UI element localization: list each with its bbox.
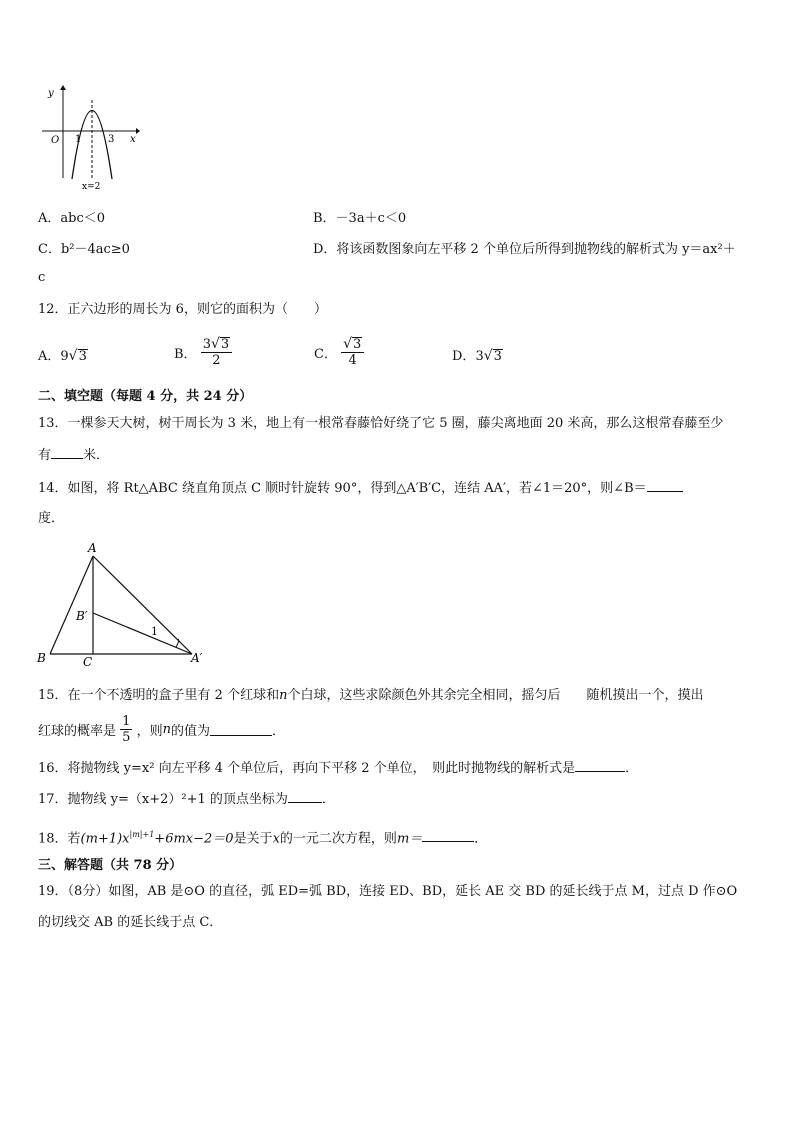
q15-line2: 红球的概率是 $\frac{1}{5}$ ，则n的值为 ． bbox=[38, 714, 285, 745]
q15-fraction bbox=[120, 714, 132, 745]
q19-line1: 19．（8分）如图，AB 是⊙O 的直径，弧 ED=弧 BD，连接 ED、BD，延长 AE 交 BD 的延长线于点 M，过点 D 作⊙O bbox=[38, 884, 738, 899]
q12-option-d bbox=[452, 345, 503, 364]
q12-b-fraction bbox=[201, 337, 232, 368]
q11-option-d: D．将该函数图象向左平移 2 个单位后所得到抛物线的解析式为 y＝ax²＋ bbox=[313, 242, 736, 257]
sqrt-sign: √ bbox=[210, 336, 220, 352]
q12-a-radicand: 3 bbox=[78, 349, 87, 364]
label-C: C bbox=[83, 655, 93, 669]
section-3-heading: 三、解答题（共 78 分） bbox=[38, 858, 183, 873]
y-axis-label: y bbox=[48, 88, 54, 99]
sqrt-sign: √ bbox=[68, 348, 78, 364]
q17-text: 17．抛物线 y=（x+2）²+1 的顶点坐标为 bbox=[38, 792, 288, 807]
segment-AA1 bbox=[93, 556, 192, 654]
q16-text: 16．将抛物线 y=x² 向左平移 4 个单位后，再向下平移 2 个单位， 则此时抛物线的解析式是 bbox=[38, 761, 576, 776]
symmetry-axis-label: x=2 bbox=[82, 182, 101, 192]
q12-b-num-coef: 3 bbox=[202, 337, 211, 352]
q16-line: 16．将抛物线 y=x² 向左平移 4 个单位后，再向下平移 2 个单位， 则此时抛物线的解析式是 ． bbox=[38, 761, 639, 776]
q18-mid: 是关于 bbox=[233, 831, 273, 847]
parabola-graph bbox=[36, 82, 146, 192]
q12-option-c bbox=[314, 337, 364, 368]
triangle-figure bbox=[34, 540, 214, 670]
label-B: B bbox=[37, 651, 46, 665]
q11-option-a: A．abc＜0 bbox=[38, 211, 106, 226]
q12-option-b bbox=[174, 337, 232, 368]
q12-d-coef: 3 bbox=[475, 349, 484, 364]
label-angle-1: 1 bbox=[151, 625, 158, 638]
segment-AB bbox=[50, 556, 93, 654]
q15-n: n bbox=[279, 688, 288, 703]
q15-answer-blank[interactable] bbox=[210, 723, 272, 736]
q17-answer-blank[interactable] bbox=[288, 790, 322, 803]
q15-line1 bbox=[38, 687, 703, 705]
q12-option-a bbox=[38, 345, 88, 364]
q18-m: m＝ bbox=[396, 831, 423, 847]
q12-d-radicand: 3 bbox=[493, 349, 502, 364]
q15-text-a: 15．在一个不透明的盒子里有 2 个红球和 bbox=[38, 688, 280, 703]
q14-text: 14．如图，将 Rt△ABC 绕直角顶点 C 顺时针旋转 90°，得到△A′B′C，连结 AA′，若∠1＝20°，则∠B＝ bbox=[38, 481, 647, 496]
q18-expr: (m+1)x bbox=[80, 831, 130, 847]
q12-b-den: 2 bbox=[212, 353, 221, 368]
q12-a-coef: 9 bbox=[60, 349, 69, 364]
q13-line1: 13．一棵参天大树，树干周长为 3 米，地上有一根常春藤恰好绕了它 5 圈，藤尖离地面 20 米高，那么这根常春藤至少 bbox=[38, 416, 724, 431]
q18-x: x bbox=[272, 831, 280, 847]
label-B-prime: B′ bbox=[76, 609, 88, 623]
label-A-prime: A′ bbox=[191, 651, 203, 665]
q11-option-d-cont: c bbox=[38, 270, 46, 285]
q13-post: 米． bbox=[83, 448, 110, 463]
q12-c-num-radicand: 3 bbox=[353, 337, 362, 352]
q15-text-c: 红球的概率是 bbox=[38, 724, 117, 739]
q15-text-d: ，则 bbox=[136, 724, 163, 739]
q12-c-prefix: C． bbox=[314, 347, 337, 362]
q12-d-prefix: D． bbox=[452, 349, 476, 364]
q18-pre: 18．若 bbox=[38, 831, 81, 847]
q15-text-e: 的值为 bbox=[170, 724, 210, 739]
q11-option-c: C．b²－4ac≥0 bbox=[38, 242, 130, 257]
q14-answer-blank[interactable] bbox=[647, 479, 683, 492]
q14-line2: 度． bbox=[38, 511, 65, 526]
q18-line: 18．若$(m+1)x^{|m|+1}+6mx-2=0$是关于x的一元二次方程，则m＝ ． bbox=[38, 830, 488, 847]
origin-label: O bbox=[51, 135, 60, 146]
y-axis-arrow bbox=[60, 85, 66, 90]
q14-line1 bbox=[38, 479, 683, 498]
q15-frac-num: 1 bbox=[122, 714, 131, 729]
section-2-heading: 二、填空题（每题 4 分，共 24 分） bbox=[38, 389, 253, 404]
tick-3-label: 3 bbox=[108, 134, 115, 145]
tick-1-label: 1 bbox=[75, 134, 82, 145]
segment-B1A1 bbox=[93, 613, 192, 654]
x-axis-label: x bbox=[130, 134, 136, 145]
x-axis-arrow bbox=[136, 128, 140, 134]
q12-b-prefix: B． bbox=[174, 347, 197, 362]
q19-line2: 的切线交 AB 的延长线于点 C． bbox=[38, 915, 223, 930]
q16-answer-blank[interactable] bbox=[575, 759, 625, 772]
q13-line2 bbox=[38, 446, 109, 465]
q17-line: 17．抛物线 y=（x+2）²+1 的顶点坐标为 ． bbox=[38, 792, 335, 807]
q18-expr2: +6mx−2＝0 bbox=[154, 831, 234, 847]
q13-answer-blank[interactable] bbox=[51, 446, 83, 459]
q13-pre: 有 bbox=[38, 448, 52, 463]
sqrt-sign: √ bbox=[343, 336, 353, 352]
q15-frac-den: 5 bbox=[122, 730, 131, 745]
q15-n-2: n bbox=[162, 722, 171, 737]
q12-c-fraction bbox=[341, 337, 364, 368]
q15-text-b: 个白球，这些求除颜色外其余完全相同，摇匀后 随机摸出一个，摸出 bbox=[287, 688, 704, 703]
label-A: A bbox=[88, 541, 97, 555]
q12-c-den: 4 bbox=[348, 353, 357, 368]
q12-stem: 12．正六边形的周长为 6，则它的面积为（ ） bbox=[38, 302, 327, 317]
q11-option-b: B．－3a＋c＜0 bbox=[313, 211, 407, 226]
q12-a-prefix: A． bbox=[38, 349, 61, 364]
sqrt-sign: √ bbox=[483, 348, 493, 364]
q18-exponent: |m|+1 bbox=[129, 830, 155, 839]
q18-answer-blank[interactable] bbox=[422, 829, 474, 842]
q12-b-num-radicand: 3 bbox=[220, 337, 230, 352]
q18-post: 的一元二次方程，则 bbox=[279, 831, 397, 847]
